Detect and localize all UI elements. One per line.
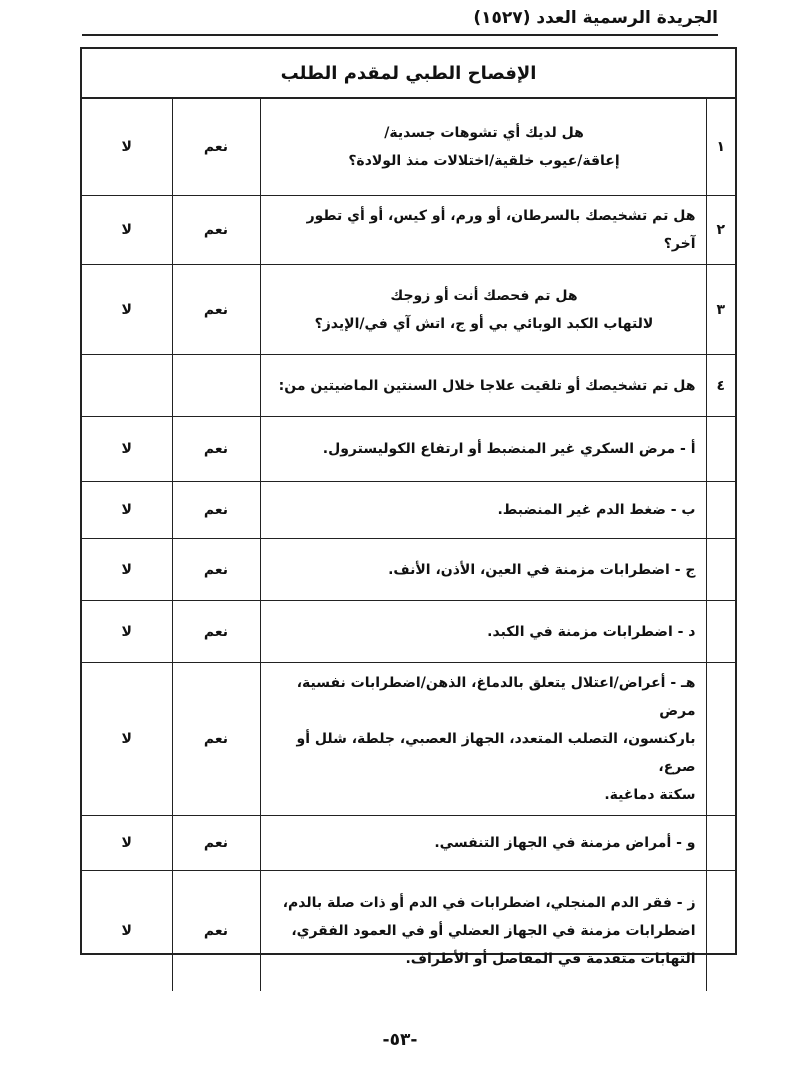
question-line: سكتة دماغية. [604, 787, 696, 803]
question-text [260, 355, 706, 417]
question-number: ٢ [706, 196, 735, 265]
question-row [82, 265, 735, 355]
no-option[interactable]: لا [82, 871, 172, 991]
yes-option[interactable]: نعم [172, 482, 260, 539]
question-line: ج - اضطرابات مزمنة في العين، الأذن، الأنف. [388, 561, 696, 578]
form-title: الإفصاح الطبي لمقدم الطلب [82, 49, 735, 99]
question-line: ز - فقر الدم المنجلي، اضطرابات في الدم أو ذات صلة بالدم، [282, 894, 696, 911]
question-line: باركنسون، التصلب المتعدد، الجهاز العصبي، جلطة، شلل أو صرع، [296, 731, 696, 775]
question-number [706, 482, 735, 539]
page-number: -٥٣- [382, 1030, 418, 1050]
question-text [260, 539, 706, 601]
question-row [82, 417, 735, 482]
yes-option[interactable]: نعم [172, 539, 260, 601]
question-number [706, 417, 735, 482]
question-number: ١ [706, 98, 735, 196]
yes-option[interactable]: نعم [172, 601, 260, 663]
question-line: هل لديك أي تشوهات جسدية/ [384, 124, 584, 141]
question-number: ٣ [706, 265, 735, 355]
no-option[interactable]: لا [82, 663, 172, 816]
yes-option[interactable]: نعم [172, 98, 260, 196]
no-option[interactable]: لا [82, 601, 172, 663]
question-text [260, 816, 706, 871]
question-text [260, 196, 706, 265]
question-text [260, 871, 706, 991]
question-text [260, 265, 706, 355]
question-number [706, 539, 735, 601]
question-number [706, 663, 735, 816]
yes-option[interactable]: نعم [172, 663, 260, 816]
disclosure-table [82, 97, 735, 991]
question-row [82, 98, 735, 196]
question-line: و - أمراض مزمنة في الجهاز التنفسي. [434, 835, 696, 851]
yes-option [172, 355, 260, 417]
no-option[interactable]: لا [82, 417, 172, 482]
yes-option[interactable]: نعم [172, 196, 260, 265]
question-line: أ - مرض السكري غير المنضبط أو ارتفاع الكوليسترول. [322, 441, 696, 457]
question-line: هـ - أعراض/اعتلال يتعلق بالدماغ، الذهن/اضطرابات نفسية، مرض [296, 675, 696, 719]
question-line: هل تم تشخيصك أو تلقيت علاجا خلال السنتين الماضيتين من: [278, 377, 696, 394]
medical-disclosure-form [80, 47, 737, 967]
question-line: اضطرابات مزمنة في الجهاز العضلي أو في العمود الفقري، [291, 922, 696, 939]
question-row [82, 482, 735, 539]
gazette-header: الجريدة الرسمية العدد (١٥٢٧) [473, 8, 718, 28]
question-row [82, 663, 735, 816]
no-option[interactable]: لا [82, 98, 172, 196]
question-row [82, 601, 735, 663]
question-text [260, 98, 706, 196]
question-text [260, 417, 706, 482]
question-line: هل تم تشخيصك بالسرطان، أو ورم، أو كيس، أو أي تطور آخر؟ [306, 208, 696, 252]
no-option[interactable]: لا [82, 539, 172, 601]
question-text [260, 663, 706, 816]
question-number [706, 871, 735, 991]
yes-option[interactable]: نعم [172, 871, 260, 991]
question-line: د - اضطرابات مزمنة في الكبد. [487, 623, 696, 640]
no-option [82, 355, 172, 417]
question-number [706, 601, 735, 663]
question-row [82, 539, 735, 601]
question-number [706, 816, 735, 871]
question-row [82, 816, 735, 871]
question-number: ٤ [706, 355, 735, 417]
no-option[interactable]: لا [82, 265, 172, 355]
header-divider [82, 34, 718, 36]
question-line: إعاقة/عيوب خلقية/اختلالات منذ الولادة؟ [348, 152, 620, 169]
question-row [82, 871, 735, 991]
yes-option[interactable]: نعم [172, 816, 260, 871]
question-row [82, 196, 735, 265]
question-line: ب - ضغط الدم غير المنضبط. [497, 502, 696, 518]
question-line: لالتهاب الكبد الوبائي بي أو ج، اتش آي في/الإيدز؟ [314, 315, 654, 332]
question-line: هل تم فحصك أنت أو زوجك [390, 287, 578, 304]
question-row [82, 355, 735, 417]
yes-option[interactable]: نعم [172, 417, 260, 482]
question-text [260, 482, 706, 539]
yes-option[interactable]: نعم [172, 265, 260, 355]
no-option[interactable]: لا [82, 482, 172, 539]
no-option[interactable]: لا [82, 196, 172, 265]
question-line: التهابات متقدمة في المفاصل أو الأطراف. [405, 950, 696, 967]
no-option[interactable]: لا [82, 816, 172, 871]
question-text [260, 601, 706, 663]
